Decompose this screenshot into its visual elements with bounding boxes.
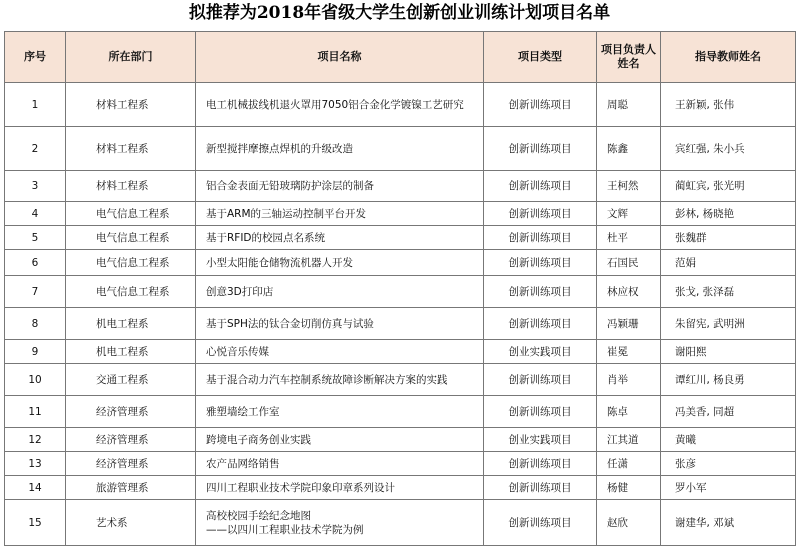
row-number: 2 [5,127,66,171]
row-leader: 江其道 [597,428,661,452]
table-row [5,476,796,500]
row-number: 5 [5,226,66,250]
row-project-name: 四川工程职业技术学院印象印章系列设计 [196,476,484,500]
row-number: 15 [5,500,66,546]
row-number: 14 [5,476,66,500]
row-teacher: 王新颖, 张伟 [661,83,796,127]
row-number: 11 [5,396,66,428]
row-teacher: 黄曦 [661,428,796,452]
table-header-row [5,32,796,83]
row-department: 旅游管理系 [66,476,196,500]
row-project-name: 跨境电子商务创业实践 [196,428,484,452]
row-project-name: 心悦音乐传媒 [196,340,484,364]
row-teacher: 宾红强, 朱小兵 [661,127,796,171]
row-project-type: 创新训练项目 [484,476,597,500]
row-leader: 林应权 [597,276,661,308]
row-teacher: 张彦 [661,452,796,476]
row-project-name: 基于RFID的校园点名系统 [196,226,484,250]
table-row [5,202,796,226]
row-teacher: 范娟 [661,250,796,276]
row-number: 7 [5,276,66,308]
row-project-type: 创业实践项目 [484,428,597,452]
row-department: 材料工程系 [66,127,196,171]
header-dept: 所在部门 [66,32,196,83]
row-teacher: 蔺虹宾, 张光明 [661,171,796,202]
row-project-name: 小型太阳能仓储物流机器人开发 [196,250,484,276]
row-leader: 陈卓 [597,396,661,428]
row-leader: 冯颖珊 [597,308,661,340]
row-project-type: 创新训练项目 [484,171,597,202]
row-project-type: 创新训练项目 [484,396,597,428]
row-project-name: 雅塑墙绘工作室 [196,396,484,428]
row-teacher: 谢建华, 邓斌 [661,500,796,546]
row-leader: 文辉 [597,202,661,226]
row-leader: 赵欣 [597,500,661,546]
table-row [5,83,796,127]
row-project-type: 创新训练项目 [484,452,597,476]
header-no: 序号 [5,32,66,83]
row-leader: 任潇 [597,452,661,476]
row-number: 4 [5,202,66,226]
row-project-name: 电工机械拔线机退火罩用7050铝合金化学镀镍工艺研究 [196,83,484,127]
row-department: 交通工程系 [66,364,196,396]
row-teacher: 罗小军 [661,476,796,500]
row-project-name: 铝合金表面无铅玻璃防护涂层的制备 [196,171,484,202]
row-department: 经济管理系 [66,428,196,452]
row-leader: 崔冕 [597,340,661,364]
row-department: 电气信息工程系 [66,202,196,226]
table-row [5,340,796,364]
row-department: 材料工程系 [66,171,196,202]
row-number: 8 [5,308,66,340]
row-department: 电气信息工程系 [66,276,196,308]
table-row [5,428,796,452]
row-number: 10 [5,364,66,396]
row-leader: 周聪 [597,83,661,127]
row-project-name: 新型搅拌摩擦点焊机的升级改造 [196,127,484,171]
row-number: 13 [5,452,66,476]
row-project-type: 创新训练项目 [484,364,597,396]
header-teacher: 指导教师姓名 [661,32,796,83]
table-row [5,452,796,476]
row-leader: 肖举 [597,364,661,396]
row-teacher: 彭林, 杨晓艳 [661,202,796,226]
table-row [5,171,796,202]
row-project-name: 创意3D打印店 [196,276,484,308]
row-teacher: 谭红川, 杨良勇 [661,364,796,396]
row-number: 9 [5,340,66,364]
row-project-type: 创业实践项目 [484,340,597,364]
row-project-type: 创新训练项目 [484,127,597,171]
header-project: 项目名称 [196,32,484,83]
row-department: 机电工程系 [66,340,196,364]
row-project-name: 高校校园手绘纪念地图 ——以四川工程职业技术学院为例 [196,500,484,546]
row-project-type: 创新训练项目 [484,83,597,127]
table-row [5,127,796,171]
table-row [5,396,796,428]
row-number: 1 [5,83,66,127]
row-leader: 杨健 [597,476,661,500]
table-row [5,250,796,276]
row-department: 电气信息工程系 [66,250,196,276]
project-table [4,31,796,546]
row-project-type: 创新训练项目 [484,308,597,340]
row-project-type: 创新训练项目 [484,226,597,250]
row-project-name: 基于SPH法的钛合金切削仿真与试验 [196,308,484,340]
table-row [5,276,796,308]
row-department: 经济管理系 [66,452,196,476]
table-row [5,500,796,546]
table-row [5,308,796,340]
row-number: 6 [5,250,66,276]
table-row [5,226,796,250]
row-leader: 石国民 [597,250,661,276]
row-project-type: 创新训练项目 [484,202,597,226]
row-project-name: 基于ARM的三轴运动控制平台开发 [196,202,484,226]
row-project-type: 创新训练项目 [484,500,597,546]
row-department: 电气信息工程系 [66,226,196,250]
row-teacher: 谢阳熙 [661,340,796,364]
row-leader: 王柯然 [597,171,661,202]
row-teacher: 张戈, 张泽磊 [661,276,796,308]
page-title: 拟推荐为2018年省级大学生创新创业训练计划项目名单 [188,3,611,23]
row-teacher: 朱留宪, 武明洲 [661,308,796,340]
row-teacher: 张魏群 [661,226,796,250]
row-project-type: 创新训练项目 [484,276,597,308]
row-leader: 杜平 [597,226,661,250]
row-department: 经济管理系 [66,396,196,428]
row-department: 材料工程系 [66,83,196,127]
row-project-name: 基于混合动力汽车控制系统故障诊断解决方案的实践 [196,364,484,396]
header-type: 项目类型 [484,32,597,83]
row-teacher: 冯美香, 同超 [661,396,796,428]
row-number: 3 [5,171,66,202]
table-row [5,364,796,396]
row-department: 艺术系 [66,500,196,546]
header-leader: 项目负责人姓名 [597,32,661,83]
row-project-type: 创新训练项目 [484,250,597,276]
row-number: 12 [5,428,66,452]
row-leader: 陈鑫 [597,127,661,171]
row-project-name: 农产品网络销售 [196,452,484,476]
row-department: 机电工程系 [66,308,196,340]
